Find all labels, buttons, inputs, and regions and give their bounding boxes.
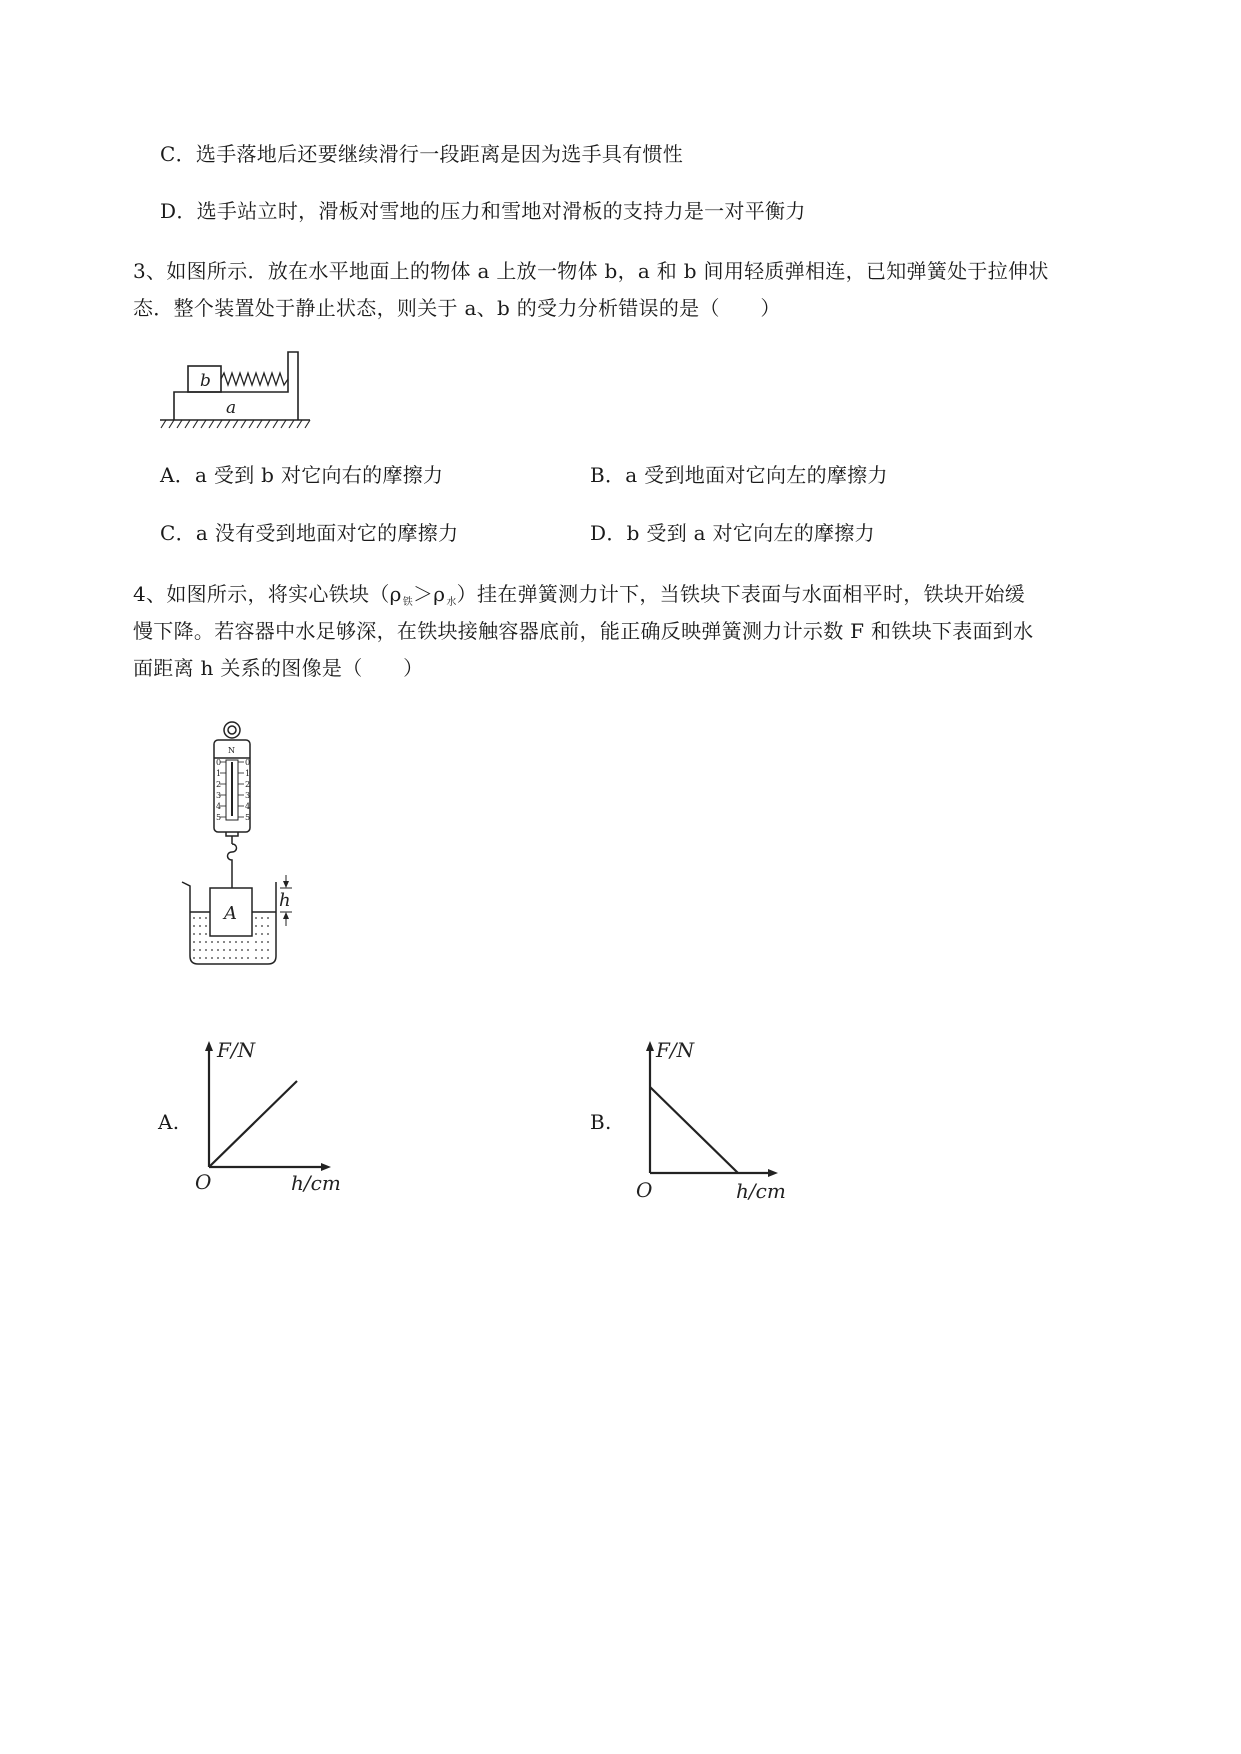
q3-option-c: C．a 没有受到地面对它的摩擦力 xyxy=(160,521,459,545)
ground-hatch xyxy=(161,420,310,428)
x-axis-arrow xyxy=(321,1163,331,1171)
spring xyxy=(221,373,288,385)
graph-line xyxy=(650,1087,738,1173)
q2-option-d: D．选手站立时，滑板对雪地的压力和雪地对滑板的支持力是一对平衡力 xyxy=(160,199,806,223)
y-axis-label: F/N xyxy=(217,1038,256,1062)
q3-figure xyxy=(160,350,320,435)
scale-mark: 1 xyxy=(216,769,222,778)
scale-mark: 3 xyxy=(216,791,222,800)
label-b: b xyxy=(200,371,211,391)
q4-stem-line3: 面距离 h 关系的图像是（ ） xyxy=(133,656,424,680)
x-axis-arrow xyxy=(768,1169,778,1177)
scale-mark: 2 xyxy=(245,780,251,789)
scale-mark: 5 xyxy=(216,813,222,822)
q3-stem-line2: 态．整个装置处于静止状态，则关于 a、b 的受力分析错误的是（ ） xyxy=(133,296,781,320)
x-axis-label: h/cm xyxy=(736,1179,786,1203)
q3-option-a: A．a 受到 b 对它向右的摩擦力 xyxy=(160,463,444,487)
y-axis-label: F/N xyxy=(656,1038,695,1062)
scale-mark: 1 xyxy=(245,769,251,778)
scale-mark: 4 xyxy=(245,802,251,811)
q4-stem-line1: 4、如图所示，将实心铁块$(\rho_铁>\rho_水)$挂在弹簧测力计下，当铁块下表面与水面相平时，铁块开始缓 xyxy=(133,582,1026,608)
scale-mark: 0 xyxy=(216,758,222,767)
scale-mark: 3 xyxy=(245,791,251,800)
h-label: h xyxy=(279,890,291,911)
q2-option-c: C．选手落地后还要继续滑行一段距离是因为选手具有惯性 xyxy=(160,142,684,166)
origin-label: O xyxy=(195,1170,212,1194)
label-a: a xyxy=(226,398,237,418)
q3-option-b: B．a 受到地面对它向左的摩擦力 xyxy=(590,463,888,487)
q4-option-a-label: A. xyxy=(158,1110,180,1134)
q4-apparatus-figure xyxy=(180,720,300,970)
q3-stem-line1: 3、如图所示．放在水平地面上的物体 a 上放一物体 b，a 和 b 间用轻质弹相连，已知弹簧处于拉伸状 xyxy=(133,259,1049,283)
q4-option-b-graph xyxy=(636,1035,816,1205)
x-axis-label: h/cm xyxy=(291,1171,341,1195)
scale-mark: 4 xyxy=(216,802,222,811)
q4-stem-line2: 慢下降。若容器中水足够深，在铁块接触容器底前，能正确反映弹簧测力计示数 F 和铁块下表面到水 xyxy=(133,619,1034,643)
origin-label: O xyxy=(636,1178,653,1202)
block-A-label: A xyxy=(224,903,237,924)
scale-mark: 2 xyxy=(216,780,222,789)
graph-line xyxy=(209,1081,297,1167)
scale-mark: 5 xyxy=(245,813,251,822)
q3-option-d: D．b 受到 a 对它向左的摩擦力 xyxy=(590,521,875,545)
q4-option-a-graph xyxy=(195,1035,375,1200)
scale-unit: N xyxy=(228,746,235,755)
scale-mark: 0 xyxy=(245,758,251,767)
q4-option-b-label: B. xyxy=(590,1110,612,1134)
y-axis-arrow xyxy=(205,1041,213,1051)
hook xyxy=(228,844,237,870)
y-axis-arrow xyxy=(646,1041,654,1051)
